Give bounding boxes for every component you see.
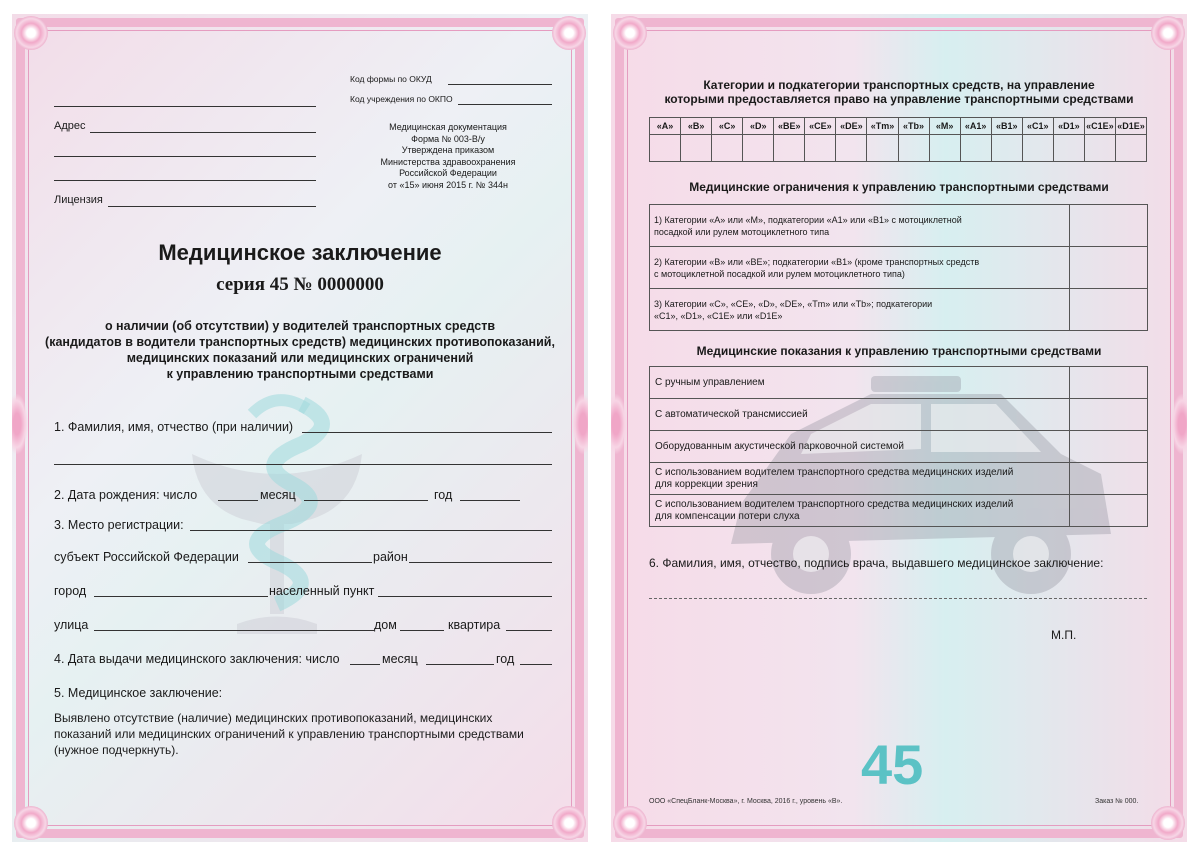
item-3-label: 3. Место регистрации: <box>54 518 184 532</box>
indications-mark-cell[interactable] <box>1070 399 1148 431</box>
corner-rosette-icon <box>14 16 48 50</box>
license-field[interactable] <box>108 206 316 207</box>
categories-table <box>649 117 1147 162</box>
apartment-label: квартира <box>448 618 501 632</box>
corner-rosette-icon <box>14 806 48 840</box>
corner-rosette-icon <box>613 806 647 840</box>
item-5-label: 5. Медицинское заключение: <box>54 686 223 700</box>
printer-footer: ООО «СпецБланк-Москва», г. Москва, 2016 г., уровень «В». <box>649 798 843 805</box>
category-header-cell: «M» <box>929 118 960 135</box>
category-mark-cell[interactable] <box>929 135 960 162</box>
street-label: улица <box>54 618 89 632</box>
categories-heading-line: Категории и подкатегории транспортных средств, на управление <box>703 78 1095 92</box>
category-header-cell: «C1» <box>1022 118 1053 135</box>
indications-row <box>650 367 1148 399</box>
issue-month-field[interactable] <box>426 664 494 665</box>
category-header-cell: «D1» <box>1053 118 1084 135</box>
restrictions-text-line: с мотоциклетной посадкой или рулем мотоциклетного типа) <box>654 268 905 279</box>
subject-field[interactable] <box>248 562 372 563</box>
category-mark-cell[interactable] <box>836 135 867 162</box>
category-mark-cell[interactable] <box>712 135 743 162</box>
restrictions-mark-cell[interactable] <box>1070 289 1148 331</box>
category-mark-cell[interactable] <box>774 135 805 162</box>
item-2-label: 2. Дата рождения: число <box>54 488 198 502</box>
okud-field[interactable] <box>448 84 552 85</box>
category-mark-cell[interactable] <box>1022 135 1053 162</box>
indications-text-line: С ручным управлением <box>655 376 765 388</box>
document-subtitle <box>12 318 588 382</box>
item-1-label: 1. Фамилия, имя, отчество (при наличии) <box>54 420 294 434</box>
birth-year-field[interactable] <box>460 500 520 501</box>
restrictions-text-line: посадкой или рулем мотоциклетного типа <box>654 226 830 237</box>
category-header-cell: «BE» <box>774 118 805 135</box>
side-rosette-icon <box>1171 394 1187 454</box>
order-number-footer: Заказ № 000. <box>1095 798 1139 805</box>
left-page <box>12 14 588 842</box>
category-mark-cell[interactable] <box>1115 135 1146 162</box>
restrictions-text-cell <box>650 205 1070 247</box>
conclusion-text <box>54 710 564 758</box>
birth-day-field[interactable] <box>218 500 258 501</box>
indications-text-cell <box>650 367 1070 399</box>
restrictions-text-line: 1) Категории «A» или «M», подкатегории «A1» или «B1» с мотоциклетной <box>654 214 962 225</box>
restrictions-mark-cell[interactable] <box>1070 247 1148 289</box>
category-mark-cell[interactable] <box>991 135 1022 162</box>
indications-row <box>650 463 1148 495</box>
form-number: Форма № 003-В/у <box>411 133 485 144</box>
indications-text-cell <box>650 495 1070 527</box>
document-title: Медицинское заключение <box>158 240 442 265</box>
full-name-field[interactable] <box>302 432 552 433</box>
district-field[interactable] <box>409 562 552 563</box>
indications-text-line: для компенсации потери слуха <box>655 510 800 522</box>
indications-text-cell <box>650 431 1070 463</box>
country-line: Российской Федерации <box>399 168 497 178</box>
approved-line: Утверждена приказом <box>401 145 495 155</box>
med-doc-line: Медицинская документация <box>389 122 507 132</box>
side-rosette-icon <box>611 394 627 454</box>
restrictions-text-line: 3) Категории «C», «CE», «D», «DE», «Tm» или «Tb»; подкатегории <box>654 298 933 309</box>
conclusion-line: показаний или медицинских ограничений к управлению транспортными средствами <box>54 727 524 741</box>
city-field[interactable] <box>94 596 268 597</box>
corner-rosette-icon <box>1151 806 1185 840</box>
medical-document-info <box>358 122 538 191</box>
address-field-2[interactable] <box>54 156 316 157</box>
restrictions-text-line: «C1», «D1», «C1E» или «D1E» <box>654 310 783 321</box>
indications-row <box>650 399 1148 431</box>
indications-text-cell <box>650 463 1070 495</box>
category-header-cell: «B1» <box>991 118 1022 135</box>
okpo-label: Код учреждения по ОКПО <box>350 94 453 104</box>
category-mark-cell[interactable] <box>681 135 712 162</box>
ministry-line: Министерства здравоохранения <box>380 156 516 167</box>
series-number: серия 45 № 0000000 <box>216 274 384 295</box>
category-header-cell: «A» <box>650 118 681 135</box>
subject-label: субъект Российской Федерации <box>54 550 239 564</box>
item-4-label: 4. Дата выдачи медицинского заключения: число <box>54 652 340 666</box>
indications-text-line: С автоматической трансмиссией <box>655 408 808 420</box>
category-mark-cell[interactable] <box>1084 135 1115 162</box>
indications-text-cell <box>650 399 1070 431</box>
category-mark-cell[interactable] <box>867 135 898 162</box>
category-header-cell: «A1» <box>960 118 991 135</box>
category-mark-cell[interactable] <box>1053 135 1084 162</box>
address-field[interactable] <box>90 132 316 133</box>
restrictions-table <box>649 204 1148 331</box>
house-field[interactable] <box>400 630 444 631</box>
restrictions-row <box>650 247 1148 289</box>
subtitle-line: (кандидатов в водители транспортных средств) медицинских противопоказаний, <box>45 335 555 349</box>
birth-month-label: месяц <box>260 488 296 502</box>
address-label: Адрес <box>54 120 86 132</box>
indications-mark-cell[interactable] <box>1070 431 1148 463</box>
indications-text-line: С использованием водителем транспортного средства медицинских изделий <box>655 466 1014 478</box>
restrictions-heading: Медицинские ограничения к управлению транспортными средствами <box>689 180 1109 194</box>
settlement-label: населенный пункт <box>269 584 375 598</box>
category-header-cell: «B» <box>681 118 712 135</box>
side-rosette-icon <box>12 394 28 454</box>
corner-rosette-icon <box>613 16 647 50</box>
category-mark-cell[interactable] <box>960 135 991 162</box>
restrictions-text-line: 2) Категории «B» или «BE»; подкатегории «B1» (кроме транспортных средств <box>654 256 980 267</box>
indications-heading: Медицинские показания к управлению транспортными средствами <box>696 344 1102 358</box>
subtitle-line: к управлению транспортными средствами <box>166 367 434 381</box>
item-6-label: 6. Фамилия, имя, отчество, подпись врача, выдавшего медицинское заключение: <box>649 556 1104 570</box>
city-label: город <box>54 584 87 598</box>
categories-mark-row <box>650 135 1147 162</box>
order-date: от «15» июня 2015 г. № 344н <box>388 179 508 190</box>
category-header-cell: «DE» <box>836 118 867 135</box>
issue-day-field[interactable] <box>350 664 380 665</box>
category-header-cell: «Tb» <box>898 118 929 135</box>
indications-row <box>650 495 1148 527</box>
category-header-cell: «D» <box>743 118 774 135</box>
right-page <box>611 14 1187 842</box>
region-number: 45 <box>861 733 924 796</box>
issue-year-field[interactable] <box>520 664 552 665</box>
settlement-field[interactable] <box>378 596 552 597</box>
subtitle-line: о наличии (об отсутствии) у водителей транспортных средств <box>104 319 496 333</box>
restrictions-text-cell <box>650 289 1070 331</box>
street-field[interactable] <box>94 630 374 631</box>
issue-month-label: месяц <box>382 652 418 666</box>
issue-year-label: год <box>496 652 515 666</box>
category-header-cell: «D1E» <box>1115 118 1146 135</box>
categories-heading-line: которыми предоставляется право на управление транспортными средствами <box>664 92 1134 106</box>
indications-row <box>650 431 1148 463</box>
category-mark-cell[interactable] <box>898 135 929 162</box>
category-header-cell: «CE» <box>805 118 836 135</box>
house-label: дом <box>374 618 397 632</box>
restrictions-row <box>650 289 1148 331</box>
subtitle-line: медицинских показаний или медицинских ограничений <box>126 351 474 365</box>
category-header-cell: «C1E» <box>1084 118 1115 135</box>
license-label: Лицензия <box>54 194 103 206</box>
full-name-field-2[interactable] <box>54 464 552 465</box>
birth-month-field[interactable] <box>304 500 428 501</box>
indications-mark-cell[interactable] <box>1070 463 1148 495</box>
indications-mark-cell[interactable] <box>1070 495 1148 527</box>
category-mark-cell[interactable] <box>650 135 681 162</box>
district-label: район <box>373 550 408 564</box>
category-mark-cell[interactable] <box>805 135 836 162</box>
indications-text-line: для коррекции зрения <box>655 478 758 490</box>
indications-mark-cell[interactable] <box>1070 367 1148 399</box>
address-field-3[interactable] <box>54 180 316 181</box>
category-header-cell: «Tm» <box>867 118 898 135</box>
indications-text-line: Оборудованным акустической парковочной системой <box>655 440 904 452</box>
indications-text-line: С использованием водителем транспортного средства медицинских изделий <box>655 498 1014 510</box>
okpo-field[interactable] <box>458 104 552 105</box>
restrictions-mark-cell[interactable] <box>1070 205 1148 247</box>
doctor-signature-field[interactable] <box>649 598 1147 599</box>
indications-table <box>649 366 1148 527</box>
category-mark-cell[interactable] <box>743 135 774 162</box>
stamp-place: М.П. <box>1051 628 1077 642</box>
corner-rosette-icon <box>552 806 586 840</box>
restrictions-text-cell <box>650 247 1070 289</box>
categories-heading <box>641 78 1157 106</box>
category-header-cell: «C» <box>712 118 743 135</box>
birth-year-label: год <box>434 488 453 502</box>
okud-label: Код формы по ОКУД <box>350 74 432 84</box>
side-rosette-icon <box>572 394 588 454</box>
registration-field[interactable] <box>190 530 552 531</box>
institution-name-field[interactable] <box>54 106 316 107</box>
conclusion-line: Выявлено отсутствие (наличие) медицинских противопоказаний, медицинских <box>54 711 493 725</box>
categories-header-row <box>650 118 1147 135</box>
apartment-field[interactable] <box>506 630 552 631</box>
conclusion-line: (нужное подчеркнуть). <box>54 743 179 757</box>
restrictions-row <box>650 205 1148 247</box>
corner-rosette-icon <box>552 16 586 50</box>
corner-rosette-icon <box>1151 16 1185 50</box>
